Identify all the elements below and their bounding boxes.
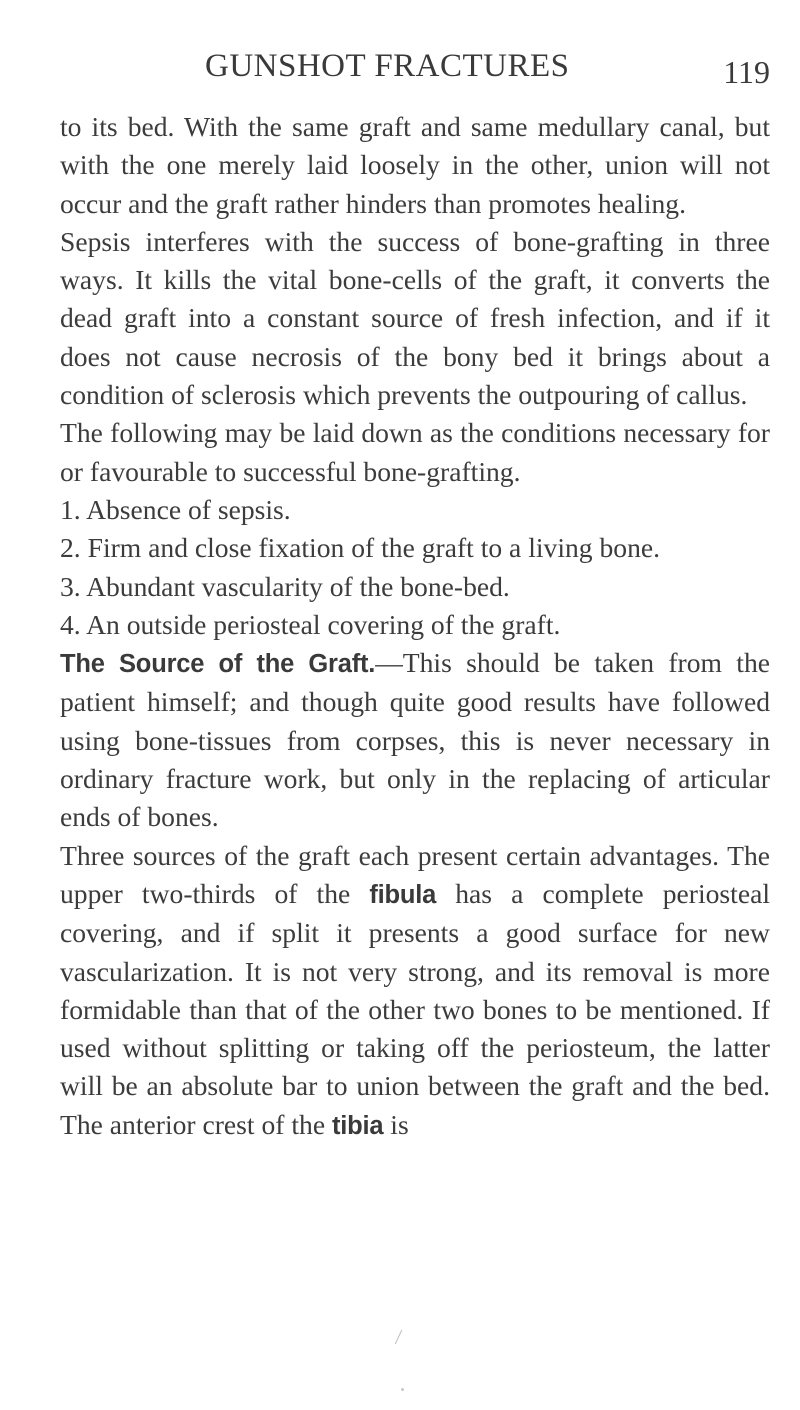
- term-fibula: fibula: [369, 880, 437, 909]
- body-text: [60, 108, 770, 1145]
- list-item-3: 3. Abundant vascularity of the bone-bed.: [60, 570, 510, 602]
- text-segment: Three sources of the graft each present certain advantages. The upper two-thirds of the: [60, 839, 770, 909]
- stray-mark: [395, 1330, 405, 1344]
- paragraph-conditions: The following may be laid down as the conditions necessary for or favourable to successful bone-grafting.: [60, 417, 770, 487]
- running-head: [60, 48, 770, 92]
- stray-dot: [401, 1388, 404, 1391]
- list-item-4: 4. An outside periosteal covering of the graft.: [60, 608, 561, 640]
- running-title: GUNSHOT FRACTURES: [205, 48, 570, 84]
- paragraph-sepsis: Sepsis interferes with the success of bone-grafting in three ways. It kills the vital bone-cells of the graft, it converts the dead graft into a constant source of fresh infection, and if it does not cause necrosis of the bony bed it brings about a condition of sclerosis which prevents the outpouring of callus.: [60, 225, 770, 411]
- text-segment: is: [383, 1108, 409, 1140]
- list-item-2: 2. Firm and close fixation of the graft to a living bone.: [60, 532, 661, 564]
- page-number: 119: [723, 54, 770, 90]
- paragraph-continuation: to its bed. With the same graft and same medullary canal, but with the one merely laid loosely in the other, union will not occur and the graft rather hinders than promotes healing.: [60, 111, 770, 219]
- paragraph-source-of-graft: [60, 644, 770, 836]
- paragraph-three-sources: [60, 837, 770, 1145]
- term-tibia: tibia: [331, 1111, 384, 1140]
- section-text: —This should be taken from the patient himself; and though quite good results have followed using bone-tissues from corpses, this is never necessary in ordinary fracture work, but only in the replacing of articular ends of bones.: [60, 647, 770, 833]
- text-segment: has a complete periosteal covering, and if split it presents a good surface for new vascularization. It is not very strong, and its removal is more formidable than that of the other two bones to be mentioned. If used without splitting or taking off the periosteum, the latter will be an absolute bar to union between the graft and the bed. The anterior crest of the: [60, 877, 770, 1140]
- list-item-1: 1. Absence of sepsis.: [60, 493, 291, 525]
- section-heading: The Source of the Graft.: [60, 650, 376, 679]
